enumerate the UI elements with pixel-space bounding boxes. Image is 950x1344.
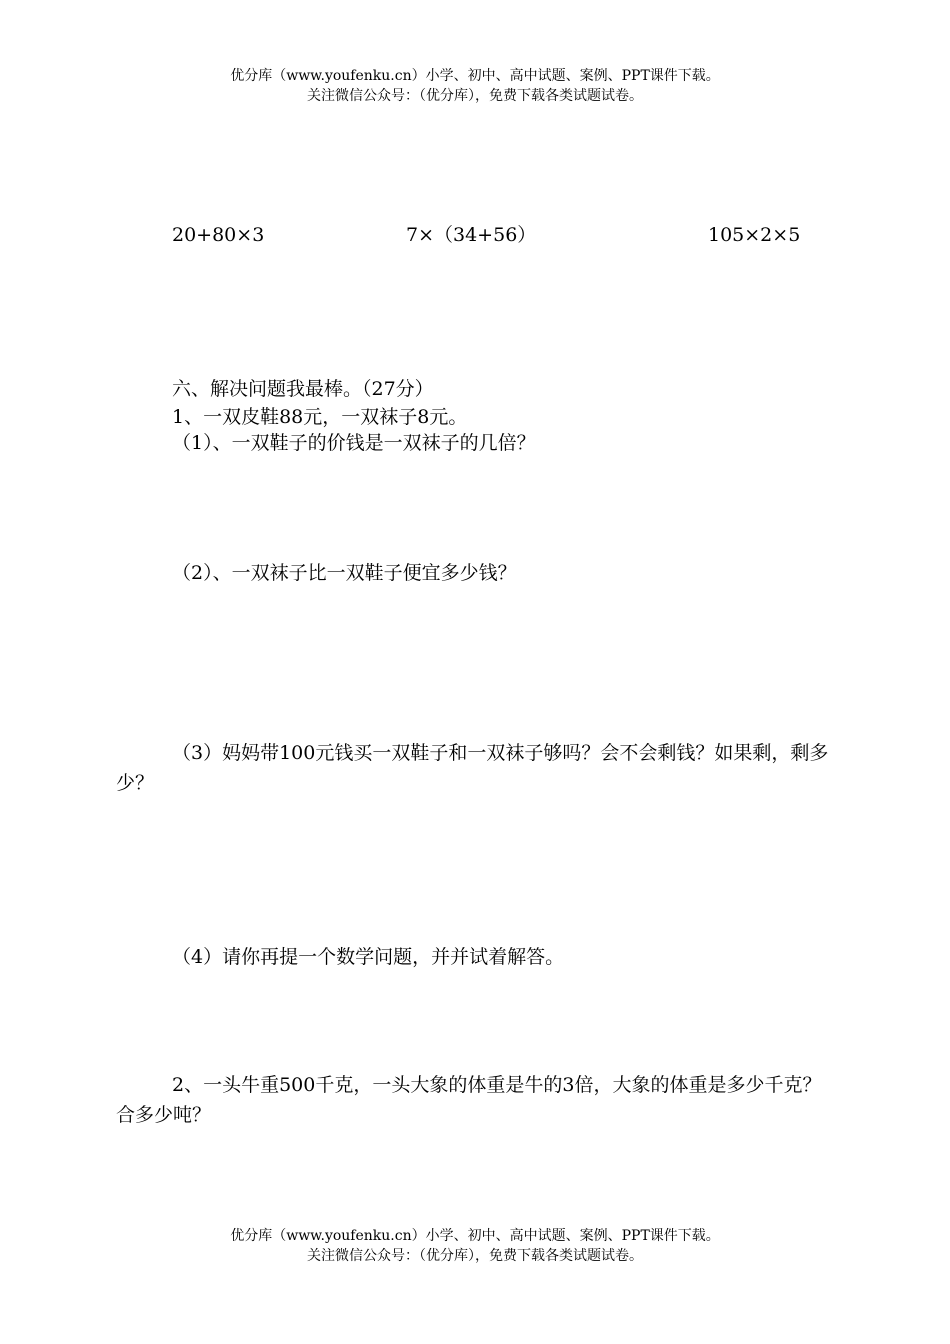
footer-line-2: 关注微信公众号：（优分库），免费下载各类试题试卷。 [307, 1248, 643, 1264]
header-line-1: 优分库（www.youfenku.cn）小学、初中、高中试题、案例、PPT课件下载。 [230, 68, 720, 84]
header-line-2: 关注微信公众号：（优分库），免费下载各类试题试卷。 [307, 88, 643, 104]
expression-3: 105×2×5 [708, 224, 801, 246]
footer-line-1: 优分库（www.youfenku.cn）小学、初中、高中试题、案例、PPT课件下载。 [230, 1228, 720, 1244]
question-1-part-2: （2）、一双袜子比一双鞋子便宜多少钱？ [172, 562, 517, 584]
question-1-part-4: （4）请你再提一个数学问题，并并试着解答。 [172, 946, 565, 968]
question-1-stem: 1、一双皮鞋88元，一双袜子8元。 [172, 406, 468, 428]
expression-2: 7×（34+56） [406, 224, 537, 246]
page-footer [0, 1226, 950, 1266]
section-title: 六、解决问题我最棒。（27分） [172, 378, 434, 400]
question-1-part-3: （3）妈妈带100元钱买一双鞋子和一双袜子够吗？会不会剩钱？如果剩，剩多少？ [116, 742, 829, 794]
page-header [0, 66, 950, 106]
question-2: 2、一头牛重500千克，一头大象的体重是牛的3倍，大象的体重是多少千克？合多少吨？ [116, 1074, 822, 1126]
expression-1: 20+80×3 [172, 224, 265, 246]
question-1-part-1: （1）、一双鞋子的价钱是一双袜子的几倍？ [172, 432, 536, 454]
